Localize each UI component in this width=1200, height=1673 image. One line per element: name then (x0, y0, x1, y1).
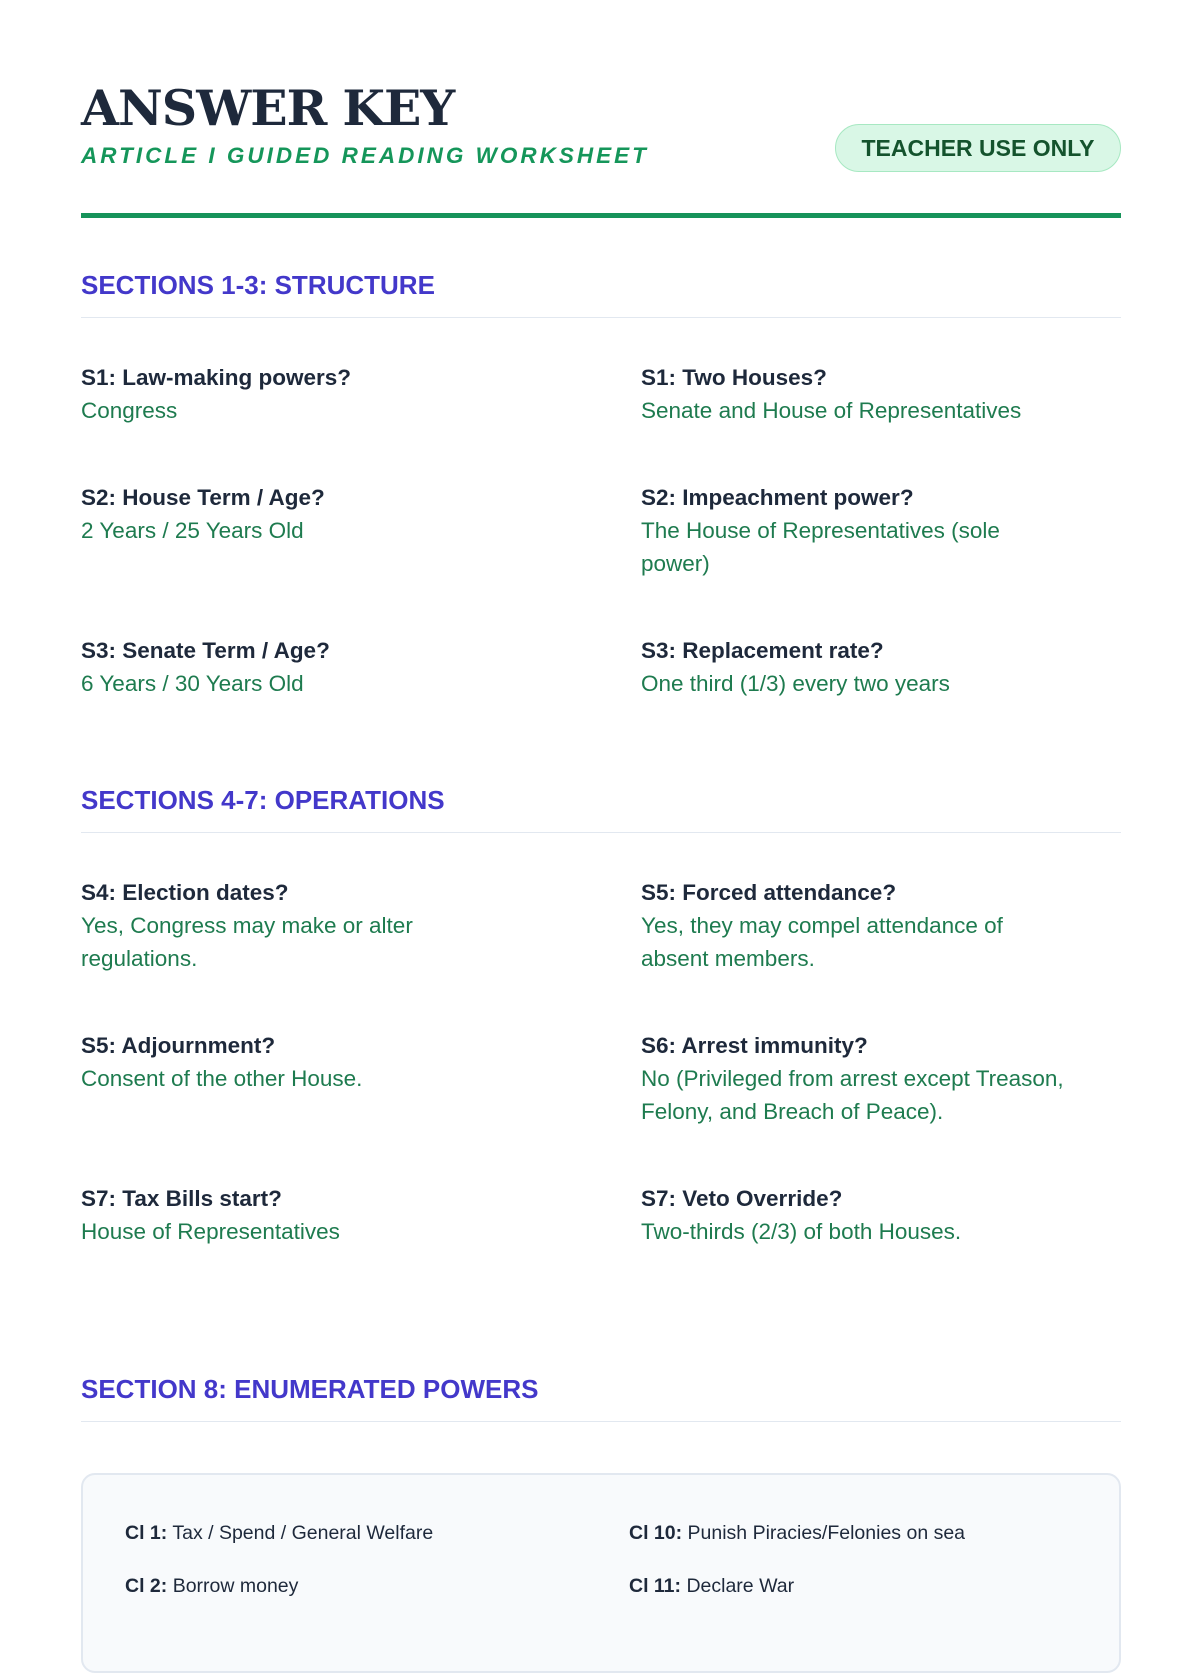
question-label: S1: Law-making powers? (81, 365, 352, 390)
enumerated-powers-box (81, 1473, 1121, 1673)
qa-item (641, 481, 1061, 580)
section-heading-operations: SECTIONS 4-7: OPERATIONS (81, 785, 1121, 833)
power-text: Borrow money (172, 1575, 299, 1597)
question-label: S2: Impeachment power? (641, 485, 914, 510)
question-label: S3: Replacement rate? (641, 638, 884, 663)
answer-text: One third (1/3) every two years (641, 671, 950, 696)
qa-item (81, 481, 561, 547)
answer-text: Congress (81, 398, 178, 423)
qa-item (641, 361, 1121, 427)
clause-label: Cl 11: (629, 1575, 682, 1597)
question-label: S6: Arrest immunity? (641, 1033, 868, 1058)
answer-text: Senate and House of Representatives (641, 398, 1022, 423)
clause-label: Cl 10: (629, 1522, 683, 1544)
power-item (125, 1515, 629, 1552)
page-title: ANSWER KEY (81, 79, 455, 137)
enumerated-powers-list (125, 1515, 1085, 1605)
page-subtitle: ARTICLE I GUIDED READING WORKSHEET (81, 143, 649, 168)
header-divider (81, 213, 1121, 218)
power-item (629, 1515, 1085, 1552)
answer-text: 6 Years / 30 Years Old (81, 671, 304, 696)
page-header (81, 0, 1121, 220)
answer-text: The House of Representatives (sole power) (641, 518, 1000, 576)
answer-text: Two-thirds (2/3) of both Houses. (641, 1219, 962, 1244)
power-text: Tax / Spend / General Welfare (172, 1522, 434, 1544)
qa-item (81, 1029, 561, 1095)
answer-text: House of Representatives (81, 1219, 340, 1244)
clause-label: Cl 2: (125, 1575, 168, 1597)
power-text: Declare War (686, 1575, 795, 1597)
answer-key-page (81, 0, 1121, 1597)
question-label: S7: Tax Bills start? (81, 1186, 282, 1211)
answer-text: Yes, Congress may make or alter regulations. (81, 913, 413, 971)
section-heading-structure: SECTIONS 1-3: STRUCTURE (81, 270, 1121, 318)
power-text: Punish Piracies/Felonies on sea (687, 1522, 966, 1544)
qa-item (81, 634, 561, 700)
qa-item (81, 1182, 561, 1248)
answer-text: Consent of the other House. (81, 1066, 363, 1091)
clause-label: Cl 1: (125, 1522, 168, 1544)
teacher-use-badge: TEACHER USE ONLY (835, 124, 1121, 172)
qa-item (641, 876, 1061, 975)
qa-item (81, 361, 561, 427)
qa-item (641, 634, 1121, 700)
question-label: S2: House Term / Age? (81, 485, 325, 510)
power-item (125, 1568, 629, 1605)
answer-text: Yes, they may compel attendance of absent members. (641, 913, 1003, 971)
question-label: S4: Election dates? (81, 880, 289, 905)
question-label: S1: Two Houses? (641, 365, 827, 390)
qa-item (81, 876, 481, 975)
question-label: S5: Adjournment? (81, 1033, 276, 1058)
qa-item (641, 1182, 1121, 1248)
question-label: S7: Veto Override? (641, 1186, 843, 1211)
answer-text: No (Privileged from arrest except Treason, Felony, and Breach of Peace). (641, 1066, 1064, 1124)
section-heading-enumerated-powers: SECTION 8: ENUMERATED POWERS (81, 1374, 1121, 1422)
qa-item (641, 1029, 1121, 1128)
power-item (629, 1568, 1085, 1605)
question-label: S3: Senate Term / Age? (81, 638, 330, 663)
question-label: S5: Forced attendance? (641, 880, 897, 905)
answer-text: 2 Years / 25 Years Old (81, 518, 304, 543)
